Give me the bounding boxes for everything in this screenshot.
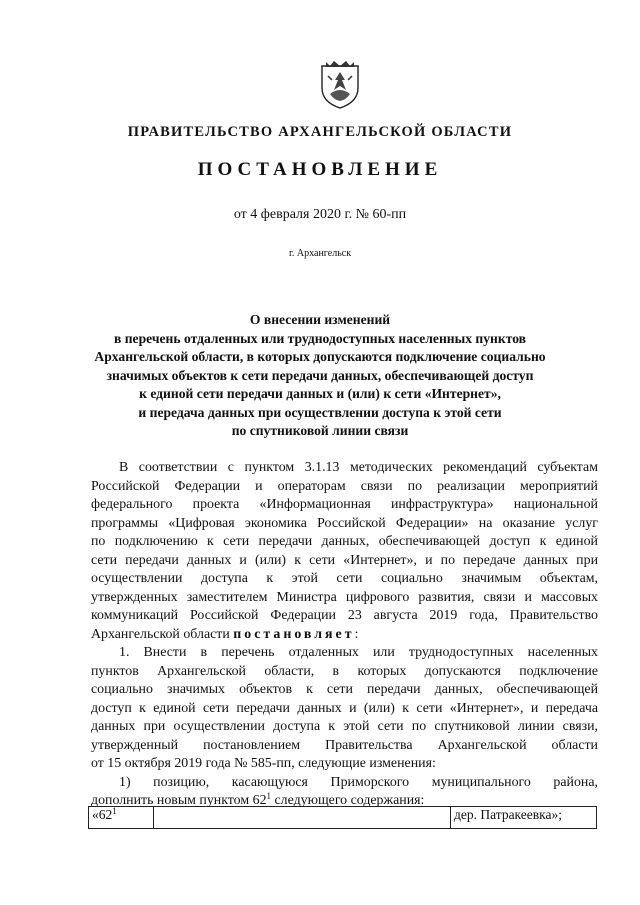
body-line: от 15 октября 2019 года № 585-пп, следующие изменения: [91,756,436,771]
date-and-number: от 4 февраля 2020 г. № 60-пп [233,207,407,222]
item-number: «62 [92,807,113,822]
body-line [91,626,598,645]
government-name: ПРАВИТЕЛЬСТВО АРХАНГЕЛЬСКОЙ ОБЛАСТИ [127,124,513,140]
body-text-segment: : [354,626,359,642]
title-line: Архангельской области, в которых допускаются подключение социально [94,349,546,364]
body-line: данных при осуществлении доступа к этой сети по спутниковой линии связи, [91,719,598,734]
body-line: программы «Цифровая экономика Российской Федерации» на оказание услуг [91,515,598,531]
superscript: 1 [266,791,272,801]
title-line: в перечень отдаленных или труднодоступных населенных пунктов [113,330,527,346]
city: г. Архангельск [288,248,352,259]
body-line: пунктов Архангельской области, в которых допускаются подключение [91,663,598,679]
body-line: утвержденный постановлением Правительства Архангельской области [91,737,598,753]
body-line: Российской Федерации и операторам связи по реализации мероприятий [91,478,598,494]
body-line: 1) позицию, касающуюся Приморского муниципального района, [119,774,598,790]
resolves-keyword: постановляет [233,626,355,642]
insertion-table [88,806,597,829]
coat-of-arms-icon [318,58,362,110]
superscript: 1 [112,806,117,816]
body-line: федерального проекта «Информационная инфраструктура» национальной [91,497,598,512]
title-line: значимых объектов к сети передачи данных, обеспечивающей доступ [106,367,534,383]
table-row [89,807,597,829]
document-type: ПОСТАНОВЛЕНИЕ [197,159,443,180]
body-line: В соответствии с пунктом 3.1.13 методических рекомендаций субъектам [119,460,598,475]
table-cell-empty [154,807,451,829]
body-line: осуществлении доступа к этой сети социально значимым объектам, [91,571,598,586]
body-line: 1. Внести в перечень отдаленных или труднодоступных населенных [119,645,598,660]
body-line: сети передачи данных и (или) к сети «Интернет», и по передаче данных при [91,552,598,568]
title-line: по спутниковой линии связи [231,423,409,438]
title-line: О внесении изменений [249,312,391,327]
title-line: и передача данных при осуществлении доступа к этой сети [138,404,502,420]
body-line: утвержденных заместителем Министра цифрового развития, связи и массовых [91,589,598,605]
body-line: социально значимых объектов к сети передачи данных, обеспечивающей [91,682,598,697]
document-title [80,311,560,441]
body-text-segment: Архангельской области [91,626,230,642]
body-text-segment: дополнить новым пунктом 62 [91,793,267,808]
body-line: коммуникаций Российской Федерации 23 августа 2019 года, Правительство [91,608,598,623]
body-text-segment: следующего содержания: [271,793,425,808]
table-cell-number [89,807,154,829]
title-line: к единой сети передачи данных и (или) к сети «Интернет», [139,386,501,401]
body-line: доступ к единой сети передачи данных и (или) к сети «Интернет», и передача [91,700,598,716]
preamble-paragraph [91,459,598,811]
body-line: по подключению к сети передачи данных, обеспечивающей доступ к единой [91,534,598,549]
table-cell-place: дер. Патракеевка»; [451,807,597,829]
